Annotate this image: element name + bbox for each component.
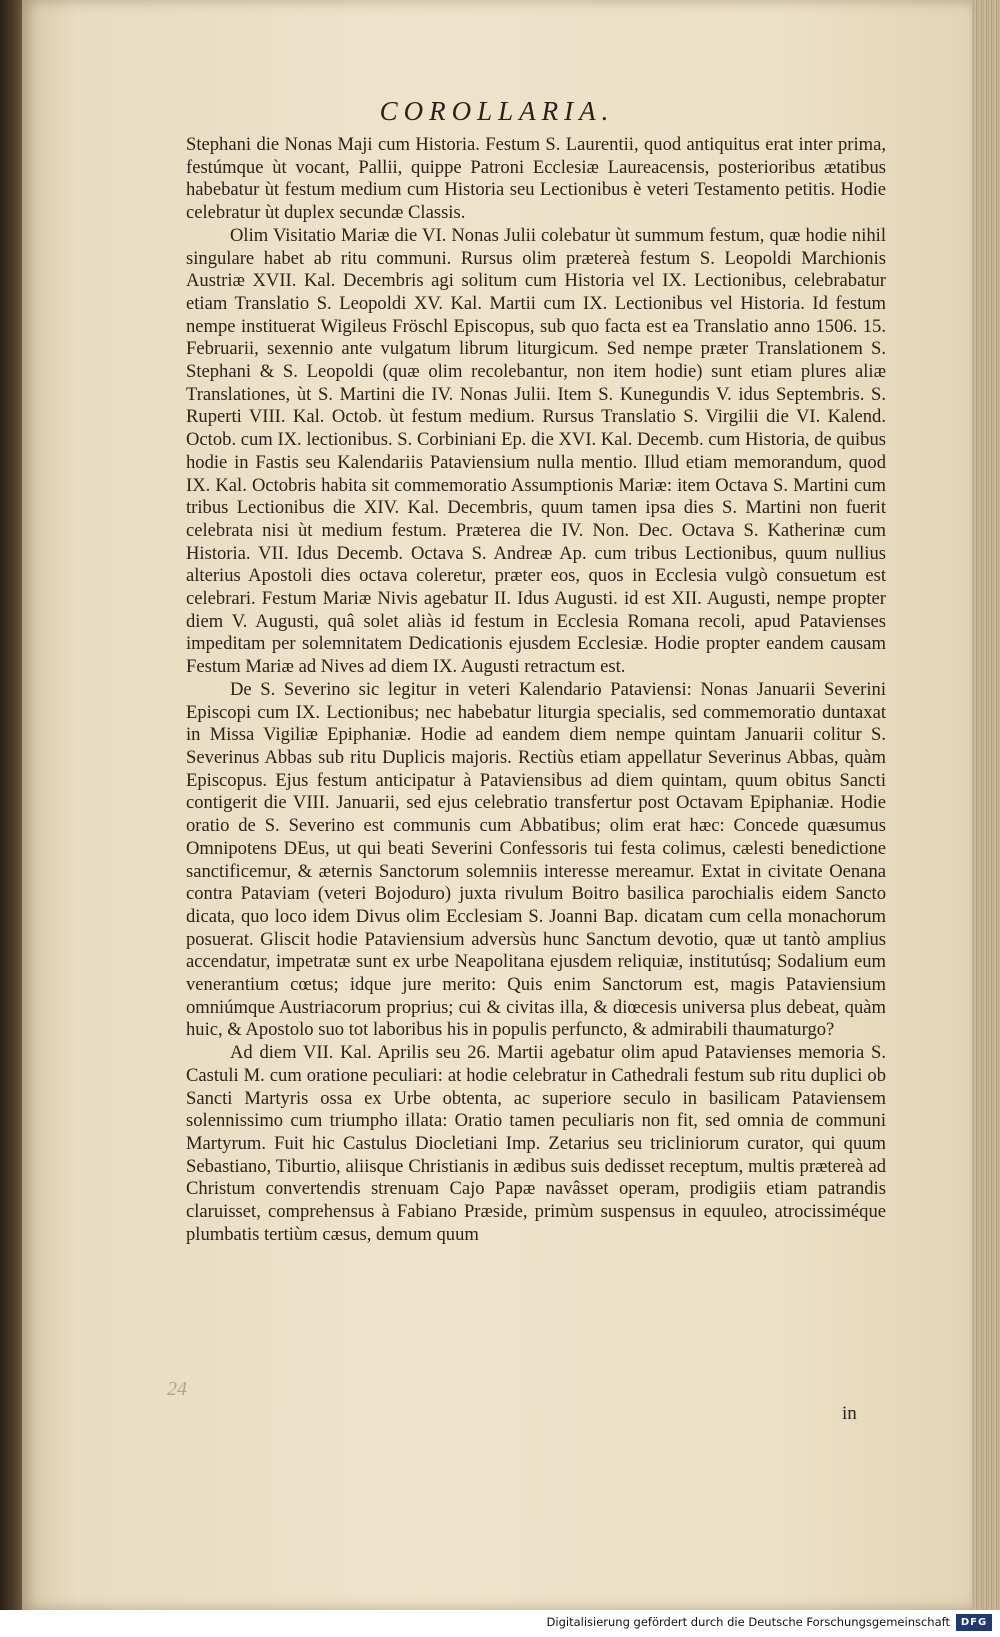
page-stack-edges (972, 0, 1000, 1610)
paragraph-2: Olim Visitatio Mariæ die VI. Nonas Julii colebatur ùt summum festum, quæ hodie nihil singulare habet ab ritu communi. Rursus olim prætereà festum S. Leopoldi Marchionis Austriæ XVII. Kal. Decembris agi solitum cum Historia vel IX. Lectionibus, celebrabatur etiam Translatio S. Leopoldi XV. Kal. Martii cum IX. Lectionibus vel Historia. Id festum nempe instituerat Wigileus Fröschl Episcopus, sub quo facta est ea Translatio anno 1506. 15. Februarii, sexennio ante vulgatum librum liturgicum. Sed nempe præter Translationem S. Stephani & S. Leopoldi (quæ olim recolebantur, non item hodie) sunt etiam plures aliæ Translationes, ùt S. Martini die IV. Nonas Julii. Item S. Kunegundis V. idus Septembris. S. Ruperti VIII. Kal. Octob. ùt festum medium. Rursus Translatio S. Virgilii die VI. Kalend. Octob. cum IX. lectionibus. S. Corbiniani Ep. die XVI. Kal. Decemb. cum Historia, de quibus hodie in Fastis seu Kalendariis Pataviensium nulla mentio. Illud etiam memorandum, quod IX. Kal. Octobris habita sit commemoratio Assumptionis Mariæ: item Octava S. Martini cum tribus Lectionibus die XIV. Kal. Decembris, quum tamen ipsa dies S. Martini non fuerit celebrata nisi ùt medium festum. Præterea die IV. Non. Dec. Octava S. Katherinæ cum Historia. VII. Idus Decemb. Octava S. Andreæ Ap. cum tribus Lectionibus, quum nullius alterius Apostoli dies octava coleretur, præter eos, quos in Ecclesia vulgò consuetum est celebrari. Festum Mariæ Nivis agebatur II. Idus Augusti. id est XII. Augusti, nempe propter diem V. Augusti, quâ solet aliàs id festum in Ecclesia Romana recoli, apud Patavienses impeditam per solemnitatem Dedicationis ejusdem Ecclesiæ. Hodie propter eandem causam Festum Mariæ ad Nives ad diem IX. Augusti retractum est. (186, 224, 886, 678)
paragraph-4: Ad diem VII. Kal. Aprilis seu 26. Martii agebatur olim apud Patavienses memoria S. Castuli M. cum oratione peculiari: at hodie celebratur in Cathedrali festum sub ritu duplici ob Sancti Martyris ossa ex Urbe obtenta, ac superiore seculo in basilicam Pataviensem solennissimo cum triumpho illata: Oratio tamen peculiaris non fit, sed omnia de communi Martyrum. Fuit hic Castulus Diocletiani Imp. Zetarius seu tricliniorum curator, qui quum Sebastiano, Tiburtio, aliisque Christianis in ædibus suis dedisset receptum, multis prætereà ad Christum convertendis strenuam Cajo Papæ navâsset operam, prodigiis etiam patrandis claruisset, comprehensus à Fabiano Præside, primùm suspensus in equuleo, atrocissiméque plumbatis tertiùm cæsus, demum quum (186, 1042, 886, 1245)
footer-bar (0, 1610, 1000, 1637)
page-body (186, 134, 886, 1246)
funding-credit: Digitalisierung gefördert durch die Deutsche Forschungsgemeinschaft (546, 1615, 950, 1629)
dfg-logo-icon: DFG (956, 1614, 992, 1631)
book-binding-edge (0, 0, 22, 1610)
paragraph-3: De S. Severino sic legitur in veteri Kalendario Pataviensi: Nonas Januarii Severini Episcopi cum IX. Lectionibus; nec habebatur liturgia specialis, sed commemoratio duntaxat in Missa Vigiliæ Epiphaniæ. Hodie ad eandem diem nempe quintam Januarii colitur S. Severinus Abbas sub ritu Duplicis majoris. Rectiùs etiam appellatur Severinus Abbas, quàm Episcopus. Ejus festum anticipatur à Pataviensibus ad diem quintam, quum obitus Sancti contigerit die VIII. Januarii, sed ejus celebratio transfertur post Octavam Epiphaniæ. Hodie oratio de S. Severino est communis cum Abbatibus; olim erat hæc: Concede quæsumus Omnipotens DEus, ut qui beati Severini Confessoris tui festa colimus, cælesti benedictione sanctificemur, & æternis Sanctorum solemniis interesse mereamur. Extat in civitate Oenana contra Pataviam (veteri Bojoduro) juxta rivulum Boitro basilica parochialis eidem Sancto dicata, quo loco idem Divus olim Ecclesiam S. Joanni Bap. dicatam cum cella monachorum posuerat. Gliscit hodie Pataviensium adversùs hunc Sanctum devotio, quæ ut tantò amplius accendatur, impetratæ sunt ex urbe Neapolitana ejusdem reliquiæ, institutúsq; Sodalium eum venerantium cœtus; idque jure merito: Quis enim Sanctorum est, magis Pataviensium omniúmque Austriacorum proprius; cui & civitas illa, & diœcesis universa plus debeat, quàm huic, & Apostolo suo tot laboribus his in populis perfuncto, & admirabili thaumaturgo? (186, 678, 886, 1041)
catchword: in (842, 1403, 857, 1424)
book-page (22, 0, 972, 1610)
margin-pencil-note: 24 (167, 1378, 187, 1400)
running-title: COROLLARIA. (379, 96, 615, 126)
paragraph-1: Stephani die Nonas Maji cum Historia. Festum S. Laurentii, quod antiquitus erat inter prima, festúmque ùt vocant, Pallii, quippe Patroni Ecclesiæ Laureacensis, posterioribus ætatibus habebatur ùt festum medium cum Historia seu Lectionibus è veteri Testamento petitis. Hodie celebratur ùt duplex secundæ Classis. (186, 134, 886, 224)
